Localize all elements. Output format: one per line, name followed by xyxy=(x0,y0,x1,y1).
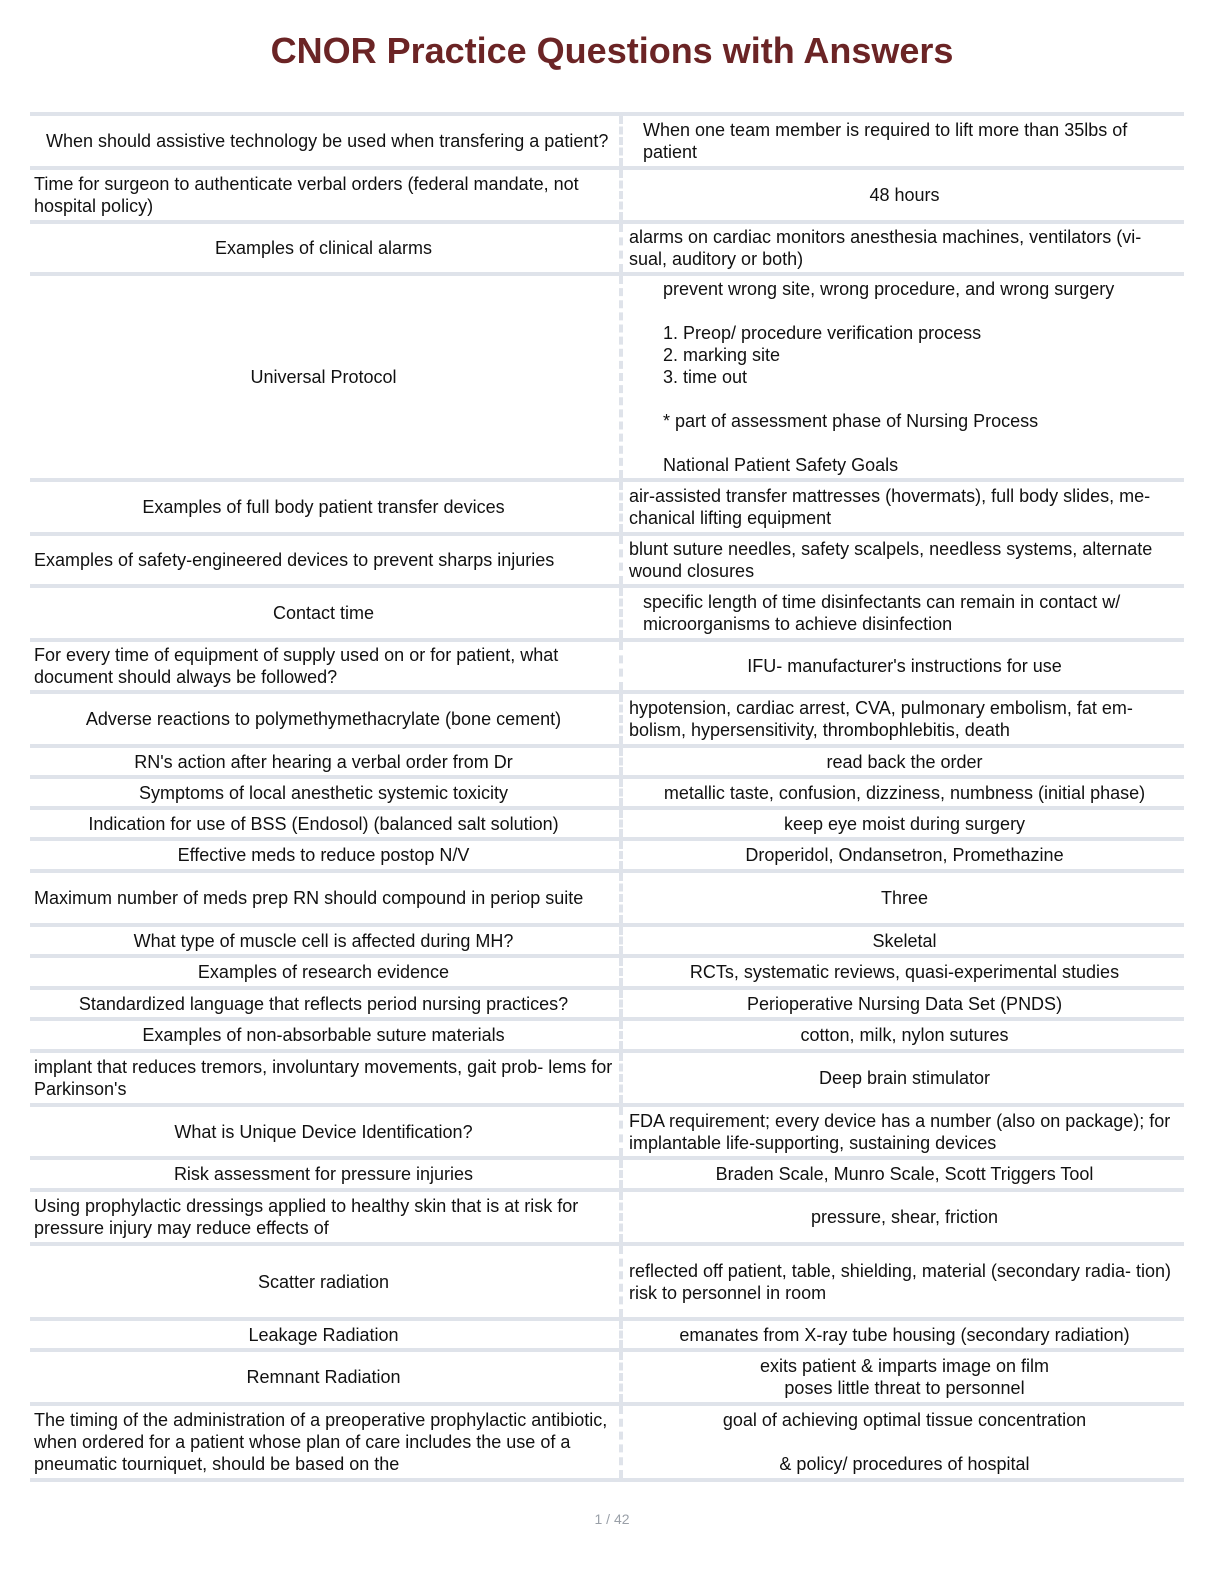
question-cell: Using prophylactic dressings applied to healthy skin that is at risk for pressure injury may reduce effects of xyxy=(30,1190,621,1244)
question-cell: RN's action after hearing a verbal order from Dr xyxy=(30,746,621,777)
answer-cell: read back the order xyxy=(621,746,1184,777)
question-cell: Contact time xyxy=(30,586,621,640)
table-row xyxy=(30,777,1184,808)
answer-cell: goal of achieving optimal tissue concentration & policy/ procedures of hospital xyxy=(621,1404,1184,1480)
table-row xyxy=(30,222,1184,274)
answer-cell: specific length of time disinfectants can remain in contact w/ microorganisms to achieve disinfection xyxy=(621,586,1184,640)
answer-cell: blunt suture needles, safety scalpels, needless systems, alternate wound closures xyxy=(621,534,1184,586)
page-indicator: 1 / 42 xyxy=(594,1511,630,1527)
table-row xyxy=(30,1019,1184,1051)
answer-cell: 48 hours xyxy=(621,168,1184,222)
table-row xyxy=(30,1158,1184,1190)
table-row xyxy=(30,839,1184,871)
question-cell: Maximum number of meds prep RN should compound in periop suite xyxy=(30,871,621,925)
question-cell: Standardized language that reflects period nursing practices? xyxy=(30,988,621,1019)
question-cell: What is Unique Device Identification? xyxy=(30,1105,621,1158)
table-row xyxy=(30,114,1184,168)
table-row xyxy=(30,274,1184,480)
table-row xyxy=(30,1105,1184,1158)
table-row xyxy=(30,871,1184,925)
table-row xyxy=(30,1404,1184,1480)
question-cell: Effective meds to reduce postop N/V xyxy=(30,839,621,871)
table-row xyxy=(30,586,1184,640)
answer-cell: emanates from X-ray tube housing (secondary radiation) xyxy=(621,1319,1184,1350)
table-row xyxy=(30,1051,1184,1105)
answer-cell: Droperidol, Ondansetron, Promethazine xyxy=(621,839,1184,871)
question-cell: Remnant Radiation xyxy=(30,1350,621,1404)
answer-cell: Deep brain stimulator xyxy=(621,1051,1184,1105)
answer-cell: hypotension, cardiac arrest, CVA, pulmonary embolism, fat em- bolism, hypersensitivity, thrombophlebitis, death xyxy=(621,692,1184,746)
answer-cell: cotton, milk, nylon sutures xyxy=(621,1019,1184,1051)
question-cell: Risk assessment for pressure injuries xyxy=(30,1158,621,1190)
table-row xyxy=(30,988,1184,1019)
table-row xyxy=(30,1244,1184,1319)
answer-cell: Braden Scale, Munro Scale, Scott Triggers Tool xyxy=(621,1158,1184,1190)
question-cell: Examples of non-absorbable suture materials xyxy=(30,1019,621,1051)
answer-cell: RCTs, systematic reviews, quasi-experimental studies xyxy=(621,956,1184,988)
table-row xyxy=(30,640,1184,692)
question-cell: Universal Protocol xyxy=(30,274,621,480)
answer-cell: Perioperative Nursing Data Set (PNDS) xyxy=(621,988,1184,1019)
question-cell: Examples of full body patient transfer devices xyxy=(30,480,621,534)
table-row xyxy=(30,746,1184,777)
answer-cell: exits patient & imparts image on film poses little threat to personnel xyxy=(621,1350,1184,1404)
question-cell: Time for surgeon to authenticate verbal orders (federal mandate, not hospital policy) xyxy=(30,168,621,222)
table-row xyxy=(30,480,1184,534)
qa-table xyxy=(30,112,1184,1482)
answer-cell: Skeletal xyxy=(621,925,1184,956)
table-row xyxy=(30,692,1184,746)
question-cell: Adverse reactions to polymethymethacrylate (bone cement) xyxy=(30,692,621,746)
table-row xyxy=(30,534,1184,586)
table-row xyxy=(30,1190,1184,1244)
answer-cell: Three xyxy=(621,871,1184,925)
answer-cell: metallic taste, confusion, dizziness, numbness (initial phase) xyxy=(621,777,1184,808)
answer-cell: air-assisted transfer mattresses (hovermats), full body slides, me- chanical lifting equipment xyxy=(621,480,1184,534)
answer-cell: keep eye moist during surgery xyxy=(621,808,1184,839)
question-cell: implant that reduces tremors, involuntary movements, gait prob- lems for Parkinson's xyxy=(30,1051,621,1105)
page-title: CNOR Practice Questions with Answers xyxy=(270,30,954,71)
question-cell: When should assistive technology be used when transfering a patient? xyxy=(30,114,621,168)
question-cell: What type of muscle cell is affected during MH? xyxy=(30,925,621,956)
answer-cell: When one team member is required to lift more than 35lbs of patient xyxy=(621,114,1184,168)
question-cell: The timing of the administration of a preoperative prophylactic antibiotic, when ordered for a patient whose plan of care includes the use of a pneumatic tourniquet, should be based on the xyxy=(30,1404,621,1480)
answer-cell: prevent wrong site, wrong procedure, and wrong surgery 1. Preop/ procedure verification process 2. marking site 3. time out * part of assessment phase of Nursing Process National Patient Safety Goals xyxy=(621,274,1184,480)
table-row xyxy=(30,808,1184,839)
answer-cell: alarms on cardiac monitors anesthesia machines, ventilators (vi- sual, auditory or both) xyxy=(621,222,1184,274)
answer-cell: pressure, shear, friction xyxy=(621,1190,1184,1244)
question-cell: Examples of safety-engineered devices to prevent sharps injuries xyxy=(30,534,621,586)
answer-cell: reflected off patient, table, shielding, material (secondary radia- tion) risk to personnel in room xyxy=(621,1244,1184,1319)
table-row xyxy=(30,1319,1184,1350)
question-cell: Symptoms of local anesthetic systemic toxicity xyxy=(30,777,621,808)
question-cell: Examples of research evidence xyxy=(30,956,621,988)
question-cell: Leakage Radiation xyxy=(30,1319,621,1350)
question-cell: Scatter radiation xyxy=(30,1244,621,1319)
question-cell: For every time of equipment of supply used on or for patient, what document should always be followed? xyxy=(30,640,621,692)
table-row xyxy=(30,1350,1184,1404)
table-row xyxy=(30,168,1184,222)
question-cell: Indication for use of BSS (Endosol) (balanced salt solution) xyxy=(30,808,621,839)
table-row xyxy=(30,925,1184,956)
answer-cell: IFU- manufacturer's instructions for use xyxy=(621,640,1184,692)
answer-cell: FDA requirement; every device has a number (also on package); for implantable life-supporting, sustaining devices xyxy=(621,1105,1184,1158)
question-cell: Examples of clinical alarms xyxy=(30,222,621,274)
table-row xyxy=(30,956,1184,988)
